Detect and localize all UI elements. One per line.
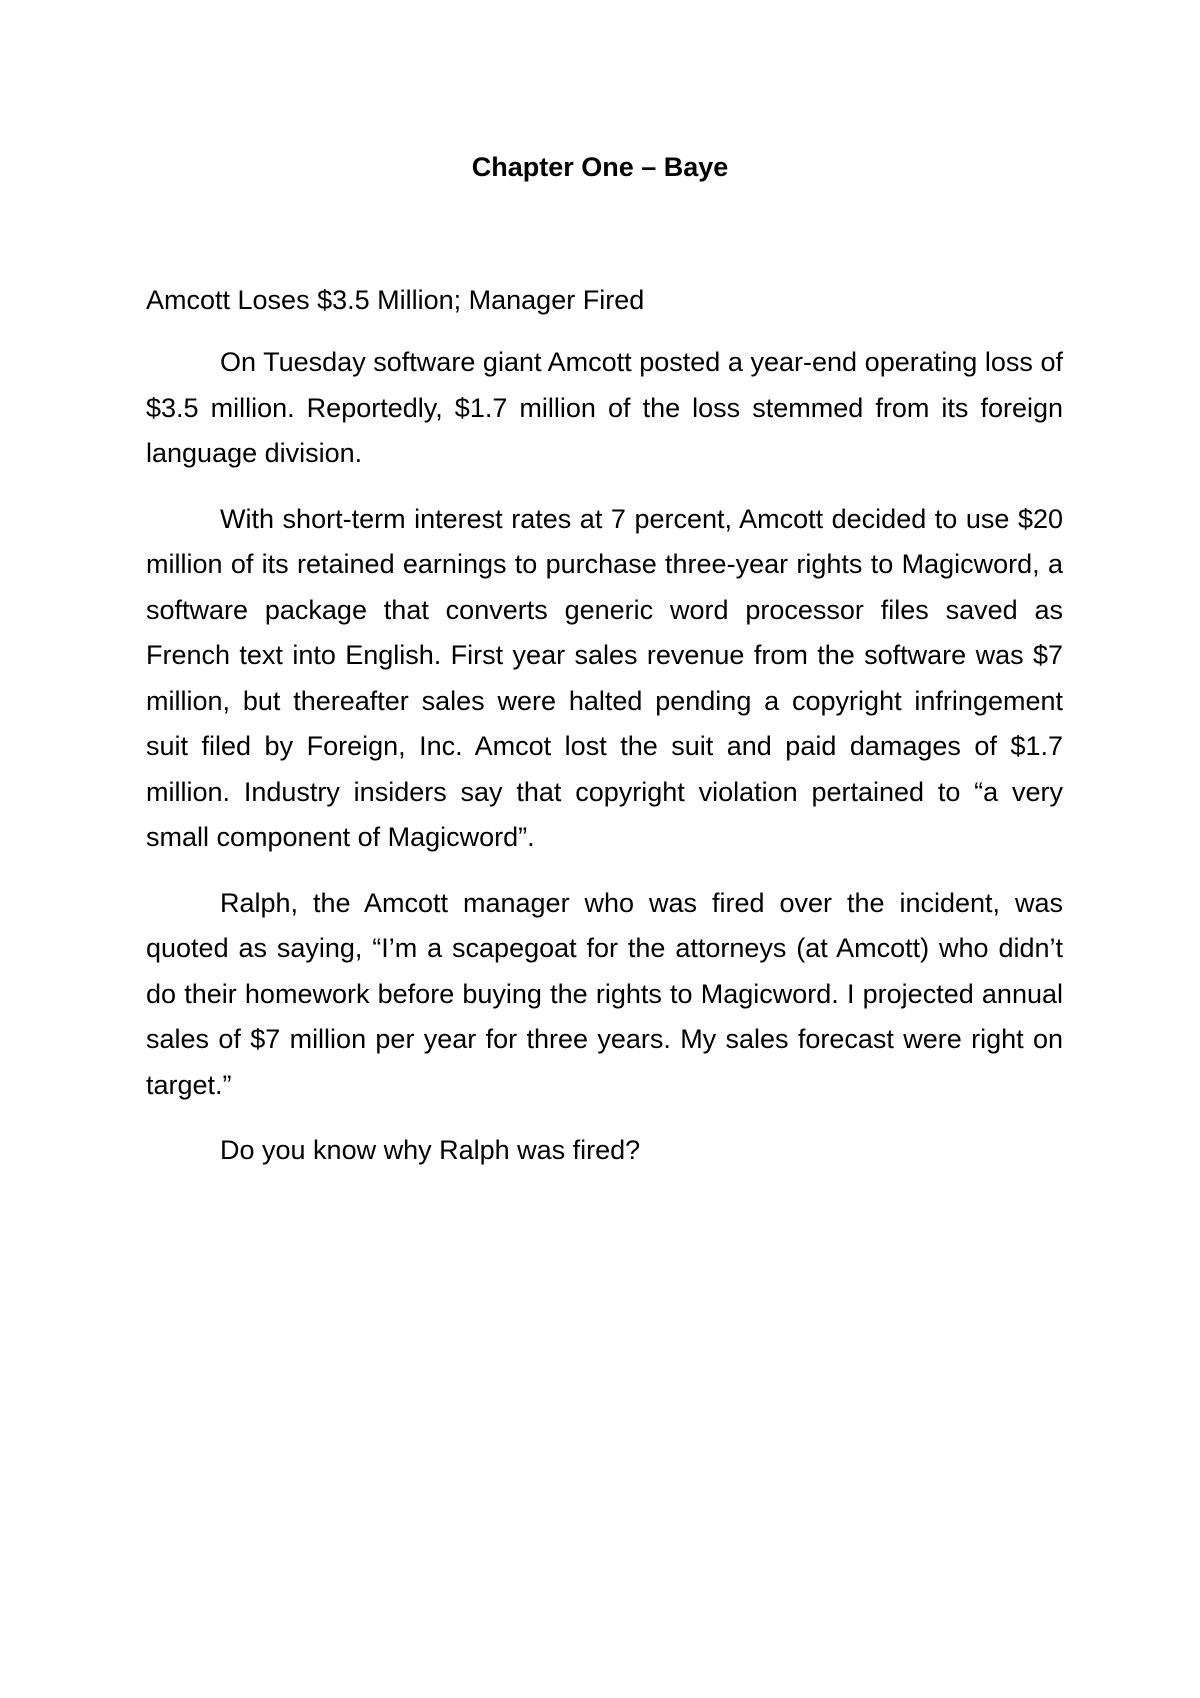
- page-title: Chapter One – Baye: [471, 152, 729, 182]
- paragraph-magicword-purchase: With short-term interest rates at 7 percent, Amcott decided to use $20 million of its retained earnings to purchase three-year rights to Magicword, a software package that converts generic word processor files saved as French text into English. First year sales revenue from the software was $7 million, but thereafter sales were halted pending a copyright infringement suit filed by Foreign, Inc. Amcot lost the suit and paid damages of $1.7 million. Industry insiders say that copyright violation pertained to “a very small component of Magicword”.: [146, 503, 1063, 852]
- paragraph-question: Do you know why Ralph was fired?: [220, 1135, 641, 1165]
- paragraph-ralph-quote: Ralph, the Amcott manager who was fired over the incident, was quoted as saying, “I’m a scapegoat for the attorneys (at Amcott) who didn’t do their homework before buying the rights to Magicword. I projected annual sales of $7 million per year for three years. My sales forecast were right on target.”: [146, 887, 1063, 1100]
- document-body: [146, 278, 1063, 1194]
- article-headline: Amcott Loses $3.5 Million; Manager Fired: [146, 285, 645, 315]
- paragraph-loss-report: On Tuesday software giant Amcott posted a year-end operating loss of $3.5 million. Reportedly, $1.7 million of the loss stemmed from its foreign language division.: [146, 347, 1063, 468]
